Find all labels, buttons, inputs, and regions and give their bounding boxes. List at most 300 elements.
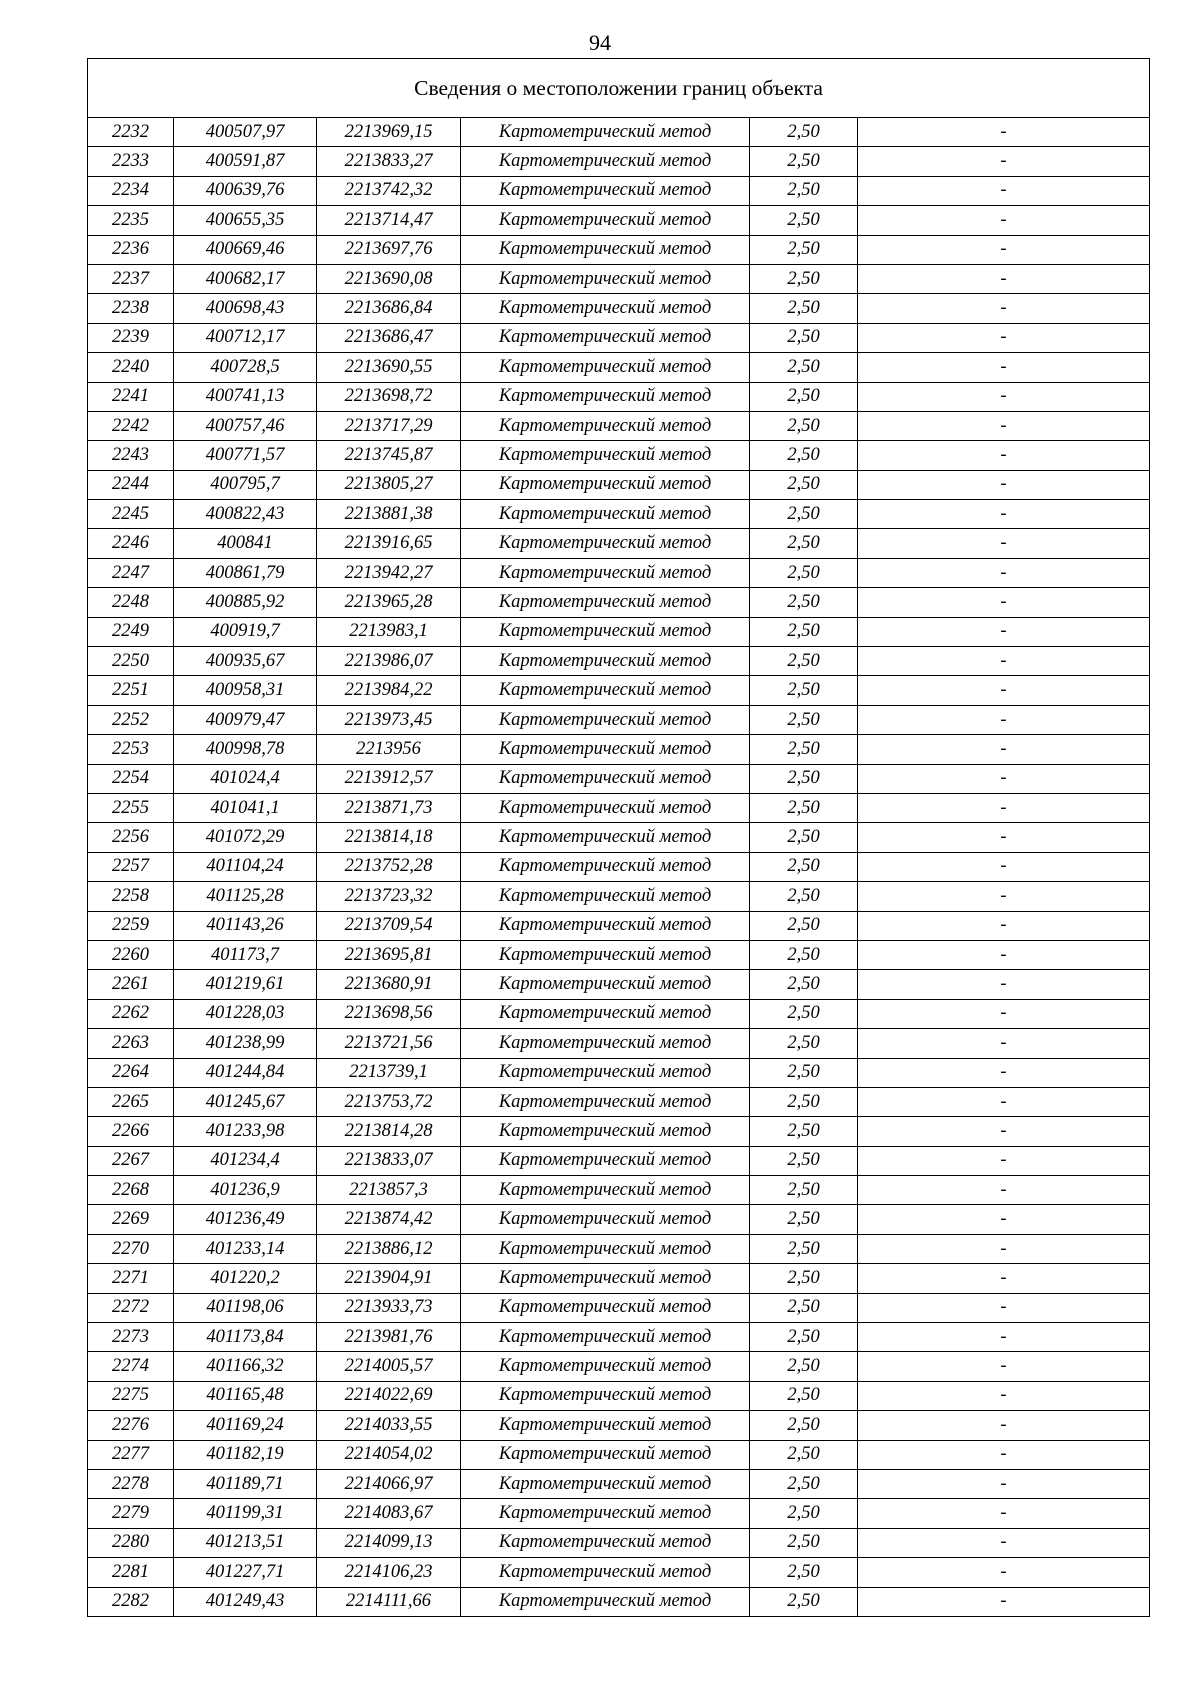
note-cell: - (858, 588, 1150, 617)
note-cell: - (858, 1469, 1150, 1498)
accuracy-cell: 2,50 (750, 147, 858, 176)
table-row (88, 1117, 1150, 1146)
table-row (88, 1469, 1150, 1498)
method-cell: Картометрический метод (461, 1440, 750, 1469)
method-cell: Картометрический метод (461, 264, 750, 293)
method-cell: Картометрический метод (461, 1058, 750, 1087)
x-coordinate-cell: 400591,87 (174, 147, 317, 176)
y-coordinate-cell: 2213690,08 (317, 264, 461, 293)
point-number-cell: 2247 (88, 558, 174, 587)
table-row (88, 382, 1150, 411)
y-coordinate-cell: 2213973,45 (317, 705, 461, 734)
method-cell: Картометрический метод (461, 911, 750, 940)
note-cell: - (858, 323, 1150, 352)
point-number-cell: 2280 (88, 1528, 174, 1557)
x-coordinate-cell: 400822,43 (174, 500, 317, 529)
table-row (88, 1352, 1150, 1381)
x-coordinate-cell: 400841 (174, 529, 317, 558)
point-number-cell: 2263 (88, 1029, 174, 1058)
point-number-cell: 2277 (88, 1440, 174, 1469)
method-cell: Картометрический метод (461, 1323, 750, 1352)
point-number-cell: 2269 (88, 1205, 174, 1234)
y-coordinate-cell: 2213686,84 (317, 294, 461, 323)
x-coordinate-cell: 400998,78 (174, 735, 317, 764)
method-cell: Картометрический метод (461, 764, 750, 793)
method-cell: Картометрический метод (461, 1587, 750, 1616)
x-coordinate-cell: 400979,47 (174, 705, 317, 734)
table-row (88, 294, 1150, 323)
table-row (88, 970, 1150, 999)
note-cell: - (858, 1411, 1150, 1440)
method-cell: Картометрический метод (461, 411, 750, 440)
method-cell: Картометрический метод (461, 1528, 750, 1557)
note-cell: - (858, 999, 1150, 1028)
y-coordinate-cell: 2213695,81 (317, 940, 461, 969)
note-cell: - (858, 118, 1150, 147)
note-cell: - (858, 264, 1150, 293)
table-row (88, 676, 1150, 705)
accuracy-cell: 2,50 (750, 1146, 858, 1175)
x-coordinate-cell: 401220,2 (174, 1264, 317, 1293)
point-number-cell: 2266 (88, 1117, 174, 1146)
accuracy-cell: 2,50 (750, 382, 858, 411)
point-number-cell: 2282 (88, 1587, 174, 1616)
x-coordinate-cell: 400728,5 (174, 353, 317, 382)
boundary-coordinates-table (87, 58, 1150, 1617)
point-number-cell: 2245 (88, 500, 174, 529)
x-coordinate-cell: 400682,17 (174, 264, 317, 293)
x-coordinate-cell: 401228,03 (174, 999, 317, 1028)
table-row (88, 882, 1150, 911)
point-number-cell: 2240 (88, 353, 174, 382)
method-cell: Картометрический метод (461, 176, 750, 205)
method-cell: Картометрический метод (461, 1352, 750, 1381)
note-cell: - (858, 294, 1150, 323)
point-number-cell: 2275 (88, 1381, 174, 1410)
method-cell: Картометрический метод (461, 617, 750, 646)
x-coordinate-cell: 401227,71 (174, 1558, 317, 1587)
point-number-cell: 2265 (88, 1087, 174, 1116)
x-coordinate-cell: 401189,71 (174, 1469, 317, 1498)
x-coordinate-cell: 400639,76 (174, 176, 317, 205)
method-cell: Картометрический метод (461, 1293, 750, 1322)
method-cell: Картометрический метод (461, 705, 750, 734)
x-coordinate-cell: 401199,31 (174, 1499, 317, 1528)
note-cell: - (858, 1176, 1150, 1205)
table-row (88, 1029, 1150, 1058)
x-coordinate-cell: 401236,49 (174, 1205, 317, 1234)
x-coordinate-cell: 400698,43 (174, 294, 317, 323)
note-cell: - (858, 235, 1150, 264)
note-cell: - (858, 705, 1150, 734)
point-number-cell: 2241 (88, 382, 174, 411)
note-cell: - (858, 1352, 1150, 1381)
table-row (88, 1440, 1150, 1469)
point-number-cell: 2274 (88, 1352, 174, 1381)
point-number-cell: 2261 (88, 970, 174, 999)
table-row (88, 500, 1150, 529)
method-cell: Картометрический метод (461, 382, 750, 411)
point-number-cell: 2272 (88, 1293, 174, 1322)
y-coordinate-cell: 2213969,15 (317, 118, 461, 147)
note-cell: - (858, 500, 1150, 529)
y-coordinate-cell: 2213709,54 (317, 911, 461, 940)
y-coordinate-cell: 2213717,29 (317, 411, 461, 440)
point-number-cell: 2281 (88, 1558, 174, 1587)
note-cell: - (858, 1058, 1150, 1087)
x-coordinate-cell: 401213,51 (174, 1528, 317, 1557)
point-number-cell: 2260 (88, 940, 174, 969)
table-row (88, 1205, 1150, 1234)
y-coordinate-cell: 2214054,02 (317, 1440, 461, 1469)
page-number: 94 (589, 30, 611, 55)
y-coordinate-cell: 2213916,65 (317, 529, 461, 558)
method-cell: Картометрический метод (461, 1558, 750, 1587)
point-number-cell: 2259 (88, 911, 174, 940)
table-row (88, 558, 1150, 587)
point-number-cell: 2255 (88, 793, 174, 822)
y-coordinate-cell: 2214033,55 (317, 1411, 461, 1440)
method-cell: Картометрический метод (461, 647, 750, 676)
point-number-cell: 2237 (88, 264, 174, 293)
method-cell: Картометрический метод (461, 323, 750, 352)
y-coordinate-cell: 2213753,72 (317, 1087, 461, 1116)
accuracy-cell: 2,50 (750, 470, 858, 499)
x-coordinate-cell: 401236,9 (174, 1176, 317, 1205)
note-cell: - (858, 764, 1150, 793)
y-coordinate-cell: 2213680,91 (317, 970, 461, 999)
y-coordinate-cell: 2213871,73 (317, 793, 461, 822)
y-coordinate-cell: 2213881,38 (317, 500, 461, 529)
note-cell: - (858, 1528, 1150, 1557)
accuracy-cell: 2,50 (750, 206, 858, 235)
note-cell: - (858, 1381, 1150, 1410)
y-coordinate-cell: 2213942,27 (317, 558, 461, 587)
table-row (88, 1323, 1150, 1352)
y-coordinate-cell: 2213857,3 (317, 1176, 461, 1205)
accuracy-cell: 2,50 (750, 1440, 858, 1469)
point-number-cell: 2254 (88, 764, 174, 793)
table-row (88, 705, 1150, 734)
table-row (88, 147, 1150, 176)
accuracy-cell: 2,50 (750, 970, 858, 999)
point-number-cell: 2267 (88, 1146, 174, 1175)
y-coordinate-cell: 2213739,1 (317, 1058, 461, 1087)
note-cell: - (858, 353, 1150, 382)
y-coordinate-cell: 2213814,28 (317, 1117, 461, 1146)
accuracy-cell: 2,50 (750, 735, 858, 764)
x-coordinate-cell: 401165,48 (174, 1381, 317, 1410)
table-row (88, 118, 1150, 147)
note-cell: - (858, 1293, 1150, 1322)
x-coordinate-cell: 401198,06 (174, 1293, 317, 1322)
accuracy-cell: 2,50 (750, 1587, 858, 1616)
note-cell: - (858, 206, 1150, 235)
table-title: Сведения о местоположении границ объекта (88, 59, 1150, 118)
point-number-cell: 2246 (88, 529, 174, 558)
x-coordinate-cell: 401233,14 (174, 1234, 317, 1263)
y-coordinate-cell: 2213874,42 (317, 1205, 461, 1234)
note-cell: - (858, 1029, 1150, 1058)
y-coordinate-cell: 2214022,69 (317, 1381, 461, 1410)
accuracy-cell: 2,50 (750, 1499, 858, 1528)
method-cell: Картометрический метод (461, 118, 750, 147)
point-number-cell: 2236 (88, 235, 174, 264)
accuracy-cell: 2,50 (750, 940, 858, 969)
x-coordinate-cell: 401104,24 (174, 852, 317, 881)
point-number-cell: 2257 (88, 852, 174, 881)
method-cell: Картометрический метод (461, 588, 750, 617)
point-number-cell: 2268 (88, 1176, 174, 1205)
x-coordinate-cell: 400771,57 (174, 441, 317, 470)
x-coordinate-cell: 401143,26 (174, 911, 317, 940)
table-row (88, 1528, 1150, 1557)
point-number-cell: 2252 (88, 705, 174, 734)
note-cell: - (858, 882, 1150, 911)
x-coordinate-cell: 400712,17 (174, 323, 317, 352)
accuracy-cell: 2,50 (750, 999, 858, 1028)
y-coordinate-cell: 2213984,22 (317, 676, 461, 705)
y-coordinate-cell: 2213745,87 (317, 441, 461, 470)
accuracy-cell: 2,50 (750, 353, 858, 382)
y-coordinate-cell: 2213714,47 (317, 206, 461, 235)
accuracy-cell: 2,50 (750, 882, 858, 911)
point-number-cell: 2233 (88, 147, 174, 176)
accuracy-cell: 2,50 (750, 1381, 858, 1410)
note-cell: - (858, 1264, 1150, 1293)
y-coordinate-cell: 2213723,32 (317, 882, 461, 911)
table-row (88, 647, 1150, 676)
method-cell: Картометрический метод (461, 558, 750, 587)
accuracy-cell: 2,50 (750, 529, 858, 558)
note-cell: - (858, 940, 1150, 969)
y-coordinate-cell: 2213983,1 (317, 617, 461, 646)
x-coordinate-cell: 400507,97 (174, 118, 317, 147)
y-coordinate-cell: 2213698,56 (317, 999, 461, 1028)
note-cell: - (858, 1440, 1150, 1469)
note-cell: - (858, 647, 1150, 676)
accuracy-cell: 2,50 (750, 1058, 858, 1087)
method-cell: Картометрический метод (461, 441, 750, 470)
accuracy-cell: 2,50 (750, 235, 858, 264)
accuracy-cell: 2,50 (750, 1352, 858, 1381)
table-row (88, 1558, 1150, 1587)
note-cell: - (858, 852, 1150, 881)
x-coordinate-cell: 400885,92 (174, 588, 317, 617)
note-cell: - (858, 1087, 1150, 1116)
table-row (88, 1234, 1150, 1263)
method-cell: Картометрический метод (461, 353, 750, 382)
point-number-cell: 2262 (88, 999, 174, 1028)
method-cell: Картометрический метод (461, 1234, 750, 1263)
note-cell: - (858, 176, 1150, 205)
method-cell: Картометрический метод (461, 1411, 750, 1440)
table-row (88, 264, 1150, 293)
table-row (88, 911, 1150, 940)
note-cell: - (858, 676, 1150, 705)
point-number-cell: 2250 (88, 647, 174, 676)
point-number-cell: 2264 (88, 1058, 174, 1087)
accuracy-cell: 2,50 (750, 676, 858, 705)
note-cell: - (858, 470, 1150, 499)
table-row (88, 588, 1150, 617)
y-coordinate-cell: 2214083,67 (317, 1499, 461, 1528)
note-cell: - (858, 970, 1150, 999)
x-coordinate-cell: 401234,4 (174, 1146, 317, 1175)
table-row (88, 353, 1150, 382)
x-coordinate-cell: 401041,1 (174, 793, 317, 822)
accuracy-cell: 2,50 (750, 647, 858, 676)
method-cell: Картометрический метод (461, 999, 750, 1028)
note-cell: - (858, 529, 1150, 558)
method-cell: Картометрический метод (461, 1499, 750, 1528)
y-coordinate-cell: 2213697,76 (317, 235, 461, 264)
y-coordinate-cell: 2213690,55 (317, 353, 461, 382)
point-number-cell: 2251 (88, 676, 174, 705)
table-title-row (88, 59, 1150, 118)
x-coordinate-cell: 401125,28 (174, 882, 317, 911)
y-coordinate-cell: 2213742,32 (317, 176, 461, 205)
y-coordinate-cell: 2213833,27 (317, 147, 461, 176)
x-coordinate-cell: 401182,19 (174, 1440, 317, 1469)
table-row (88, 764, 1150, 793)
accuracy-cell: 2,50 (750, 1411, 858, 1440)
y-coordinate-cell: 2214111,66 (317, 1587, 461, 1616)
note-cell: - (858, 1146, 1150, 1175)
note-cell: - (858, 147, 1150, 176)
method-cell: Картометрический метод (461, 676, 750, 705)
y-coordinate-cell: 2213912,57 (317, 764, 461, 793)
method-cell: Картометрический метод (461, 1205, 750, 1234)
x-coordinate-cell: 400919,7 (174, 617, 317, 646)
x-coordinate-cell: 401166,32 (174, 1352, 317, 1381)
table-row (88, 206, 1150, 235)
y-coordinate-cell: 2213686,47 (317, 323, 461, 352)
x-coordinate-cell: 400795,7 (174, 470, 317, 499)
x-coordinate-cell: 400935,67 (174, 647, 317, 676)
x-coordinate-cell: 401245,67 (174, 1087, 317, 1116)
note-cell: - (858, 1558, 1150, 1587)
table-row (88, 1058, 1150, 1087)
table-row (88, 1499, 1150, 1528)
y-coordinate-cell: 2214005,57 (317, 1352, 461, 1381)
x-coordinate-cell: 401169,24 (174, 1411, 317, 1440)
x-coordinate-cell: 400655,35 (174, 206, 317, 235)
point-number-cell: 2232 (88, 118, 174, 147)
accuracy-cell: 2,50 (750, 118, 858, 147)
y-coordinate-cell: 2213721,56 (317, 1029, 461, 1058)
method-cell: Картометрический метод (461, 1087, 750, 1116)
accuracy-cell: 2,50 (750, 1264, 858, 1293)
method-cell: Картометрический метод (461, 970, 750, 999)
table-row (88, 1087, 1150, 1116)
y-coordinate-cell: 2213933,73 (317, 1293, 461, 1322)
accuracy-cell: 2,50 (750, 911, 858, 940)
point-number-cell: 2278 (88, 1469, 174, 1498)
point-number-cell: 2244 (88, 470, 174, 499)
note-cell: - (858, 1234, 1150, 1263)
y-coordinate-cell: 2213904,91 (317, 1264, 461, 1293)
table-body (88, 118, 1150, 1617)
point-number-cell: 2258 (88, 882, 174, 911)
accuracy-cell: 2,50 (750, 1293, 858, 1322)
accuracy-cell: 2,50 (750, 176, 858, 205)
method-cell: Картометрический метод (461, 1469, 750, 1498)
accuracy-cell: 2,50 (750, 1323, 858, 1352)
x-coordinate-cell: 401249,43 (174, 1587, 317, 1616)
accuracy-cell: 2,50 (750, 558, 858, 587)
method-cell: Картометрический метод (461, 147, 750, 176)
note-cell: - (858, 1587, 1150, 1616)
accuracy-cell: 2,50 (750, 1029, 858, 1058)
table-row (88, 617, 1150, 646)
accuracy-cell: 2,50 (750, 1558, 858, 1587)
point-number-cell: 2243 (88, 441, 174, 470)
table-row (88, 999, 1150, 1028)
point-number-cell: 2276 (88, 1411, 174, 1440)
point-number-cell: 2271 (88, 1264, 174, 1293)
x-coordinate-cell: 401219,61 (174, 970, 317, 999)
point-number-cell: 2242 (88, 411, 174, 440)
table-row (88, 735, 1150, 764)
note-cell: - (858, 1205, 1150, 1234)
note-cell: - (858, 823, 1150, 852)
x-coordinate-cell: 400757,46 (174, 411, 317, 440)
accuracy-cell: 2,50 (750, 852, 858, 881)
accuracy-cell: 2,50 (750, 617, 858, 646)
point-number-cell: 2235 (88, 206, 174, 235)
y-coordinate-cell: 2214099,13 (317, 1528, 461, 1557)
method-cell: Картометрический метод (461, 1381, 750, 1410)
x-coordinate-cell: 400741,13 (174, 382, 317, 411)
accuracy-cell: 2,50 (750, 441, 858, 470)
y-coordinate-cell: 2214066,97 (317, 1469, 461, 1498)
method-cell: Картометрический метод (461, 882, 750, 911)
x-coordinate-cell: 401244,84 (174, 1058, 317, 1087)
method-cell: Картометрический метод (461, 206, 750, 235)
table-row (88, 823, 1150, 852)
accuracy-cell: 2,50 (750, 411, 858, 440)
table-row (88, 470, 1150, 499)
table-row (88, 940, 1150, 969)
accuracy-cell: 2,50 (750, 1234, 858, 1263)
accuracy-cell: 2,50 (750, 705, 858, 734)
method-cell: Картометрический метод (461, 1176, 750, 1205)
accuracy-cell: 2,50 (750, 1117, 858, 1146)
point-number-cell: 2249 (88, 617, 174, 646)
note-cell: - (858, 441, 1150, 470)
y-coordinate-cell: 2213805,27 (317, 470, 461, 499)
point-number-cell: 2234 (88, 176, 174, 205)
y-coordinate-cell: 2213814,18 (317, 823, 461, 852)
accuracy-cell: 2,50 (750, 323, 858, 352)
accuracy-cell: 2,50 (750, 823, 858, 852)
accuracy-cell: 2,50 (750, 1087, 858, 1116)
note-cell: - (858, 735, 1150, 764)
method-cell: Картометрический метод (461, 793, 750, 822)
y-coordinate-cell: 2213886,12 (317, 1234, 461, 1263)
accuracy-cell: 2,50 (750, 1469, 858, 1498)
method-cell: Картометрический метод (461, 1146, 750, 1175)
note-cell: - (858, 911, 1150, 940)
table-row (88, 441, 1150, 470)
method-cell: Картометрический метод (461, 852, 750, 881)
note-cell: - (858, 1499, 1150, 1528)
point-number-cell: 2273 (88, 1323, 174, 1352)
note-cell: - (858, 793, 1150, 822)
x-coordinate-cell: 401173,84 (174, 1323, 317, 1352)
note-cell: - (858, 1117, 1150, 1146)
